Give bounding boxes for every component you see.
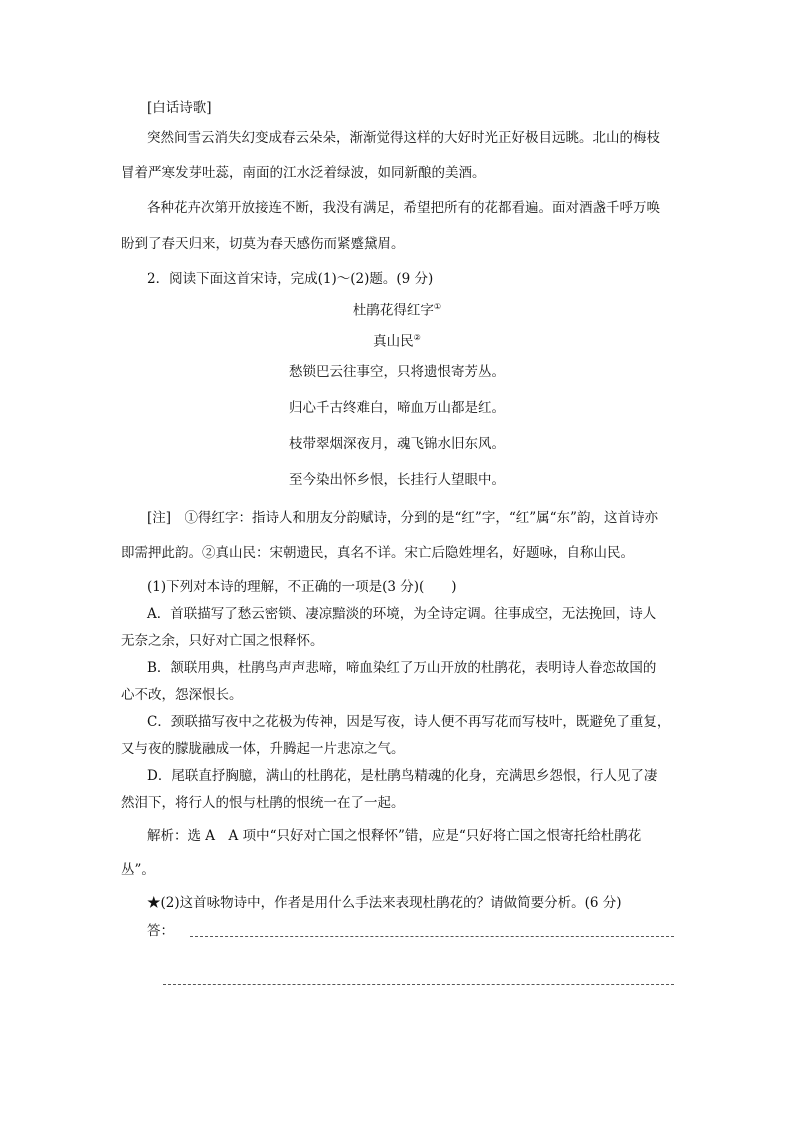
translation-p1-line2: 冒着严寒发芽吐蕊，南面的江水泛着绿波，如同新酿的美酒。 <box>121 165 486 181</box>
poem-line-4: 至今染出怀乡恨，长挂行人望眼中。 <box>289 472 505 488</box>
poem-title-text: 杜鹃花得红字 <box>352 302 434 319</box>
poem-author-note: ② <box>413 333 421 342</box>
answer-analysis-line1: 解析：选 A A 项中“只好对亡国之恨释怀”错，应是“只好将亡国之恨寄托给杜鹃花 <box>147 828 642 844</box>
poem-title <box>0 297 794 321</box>
option-a-line1: A．首联描写了愁云密锁、凄凉黯淡的环境，为全诗定调。往事成空，无法挽回，诗人 <box>147 606 657 622</box>
poem-author <box>0 328 794 352</box>
translation-heading: [白话诗歌] <box>147 100 212 116</box>
option-b-line2: 心不改，怨深恨长。 <box>121 687 243 703</box>
sub1-stem: (1)下列对本诗的理解，不正确的一项是(3 分)( ) <box>147 579 457 595</box>
answer-line-2[interactable] <box>163 984 674 985</box>
poem-note-line1: [注] ①得红字：指诗人和朋友分韵赋诗，分到的是“红”字，“红”属“东”韵，这首诗亦 <box>147 510 658 526</box>
question-prompt: 2．阅读下面这首宋诗，完成(1)～(2)题。(9 分) <box>147 271 434 287</box>
poem-title-note: ① <box>433 302 442 311</box>
option-d-line2: 然泪下，将行人的恨与杜鹃的恨统一在了一起。 <box>121 795 405 811</box>
poem-line-2: 归心千古终难白，啼血万山都是红。 <box>289 400 505 416</box>
poem-note-line2: 即需押此韵。②真山民：宋朝遗民，真名不详。宋亡后隐姓埋名，好题咏，自称山民。 <box>121 545 634 561</box>
option-d-line1: D．尾联直抒胸臆，满山的杜鹃花，是杜鹃鸟精魂的化身，充满思乡怨恨，行人见了凄 <box>147 768 658 784</box>
option-b-line1: B．颔联用典，杜鹃鸟声声悲啼，啼血染红了万山开放的杜鹃花，表明诗人眷恋故国的 <box>147 660 657 676</box>
option-c-line2: 又与夜的朦胧融成一体，升腾起一片悲凉之气。 <box>121 741 405 757</box>
option-c-line1: C．颈联描写夜中之花极为传神，因是写夜，诗人便不再写花而写枝叶，既避免了重复， <box>147 714 671 730</box>
answer-line-1[interactable] <box>190 936 674 937</box>
translation-p2-line1: 各种花卉次第开放接连不断，我没有满足，希望把所有的花都看遍。面对酒盏千呼万唤 <box>147 200 660 216</box>
option-a-line2: 无奈之余，只好对亡国之恨释怀。 <box>121 633 324 649</box>
answer-label: 答： <box>147 923 174 939</box>
sub2-stem: ★(2)这首咏物诗中，作者是用什么手法来表现杜鹃花的？请做简要分析。(6 分) <box>147 895 622 911</box>
translation-p1-line1: 突然间雪云消失幻变成春云朵朵，渐渐觉得这样的大好时光正好极目远眺。北山的梅枝 <box>147 130 660 146</box>
translation-p2-line2: 盼到了春天归来，切莫为春天感伤而紧蹙黛眉。 <box>121 236 405 252</box>
poem-line-1: 愁锁巴云往事空，只将遗恨寄芳丛。 <box>289 364 505 380</box>
poem-line-3: 枝带翠烟深夜月，魂飞锦水旧东风。 <box>289 436 505 452</box>
answer-analysis-line2: 丛”。 <box>121 862 155 878</box>
poem-author-text: 真山民 <box>373 333 414 350</box>
